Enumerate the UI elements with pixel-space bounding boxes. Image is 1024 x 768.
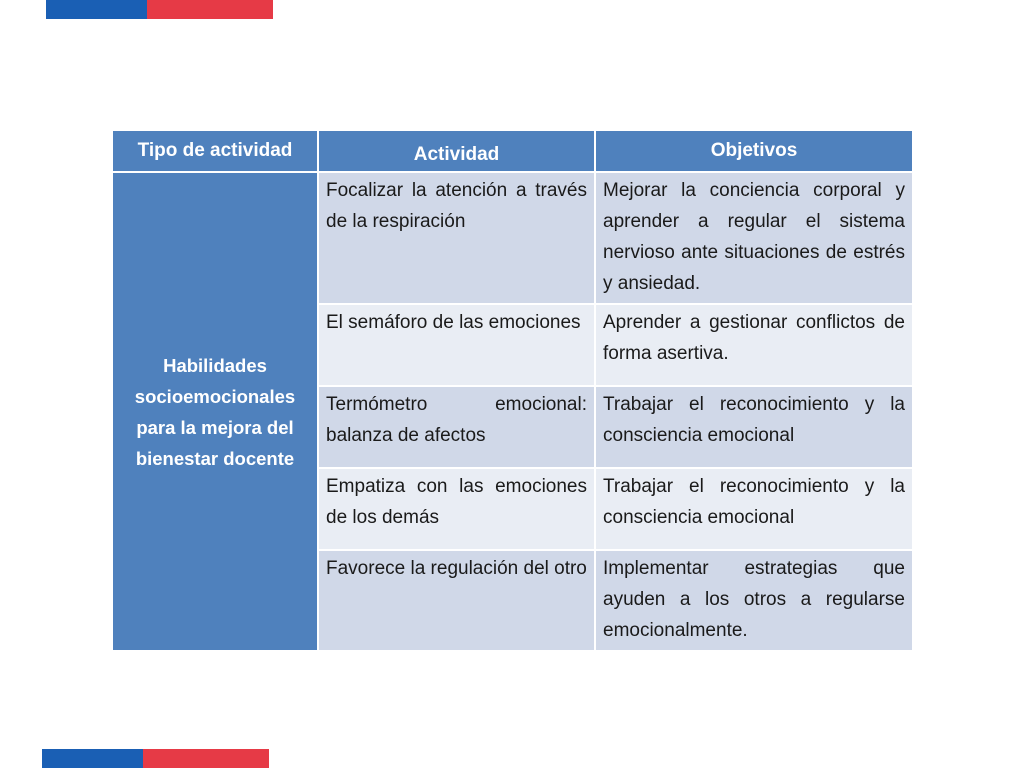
flag-blue-stripe: [42, 749, 143, 768]
actividad-cell: El semáforo de las emociones: [318, 304, 595, 386]
objetivo-cell: Implementar estrategias que ayuden a los otros a regularse emocionalmente.: [595, 550, 913, 651]
header-objetivos: Objetivos: [595, 130, 913, 172]
bottom-flag-bar: [42, 749, 269, 768]
flag-red-stripe: [147, 0, 273, 19]
objetivo-cell: Mejorar la conciencia corporal y aprender a regular el sistema nervioso ante situaciones de estrés y ansiedad.: [595, 172, 913, 304]
table-header-row: [112, 130, 913, 172]
activities-table: [111, 129, 914, 652]
flag-red-stripe: [143, 749, 269, 768]
top-flag-bar: [46, 0, 273, 19]
flag-blue-stripe: [46, 0, 147, 19]
header-tipo-de-actividad: Tipo de actividad: [112, 130, 318, 172]
tipo-de-actividad-cell: Habilidades socioemocionales para la mejora del bienestar docente: [112, 172, 318, 651]
actividad-cell: Empatiza con las emociones de los demás: [318, 468, 595, 550]
actividad-cell: Termómetro emocional: balanza de afectos: [318, 386, 595, 468]
objetivo-cell: Trabajar el reconocimiento y la consciencia emocional: [595, 386, 913, 468]
actividad-cell: Favorece la regulación del otro: [318, 550, 595, 651]
table-row: [112, 172, 913, 304]
header-actividad: Actividad: [318, 130, 595, 172]
actividad-cell: Focalizar la atención a través de la respiración: [318, 172, 595, 304]
objetivo-cell: Trabajar el reconocimiento y la consciencia emocional: [595, 468, 913, 550]
objetivo-cell: Aprender a gestionar conflictos de forma asertiva.: [595, 304, 913, 386]
